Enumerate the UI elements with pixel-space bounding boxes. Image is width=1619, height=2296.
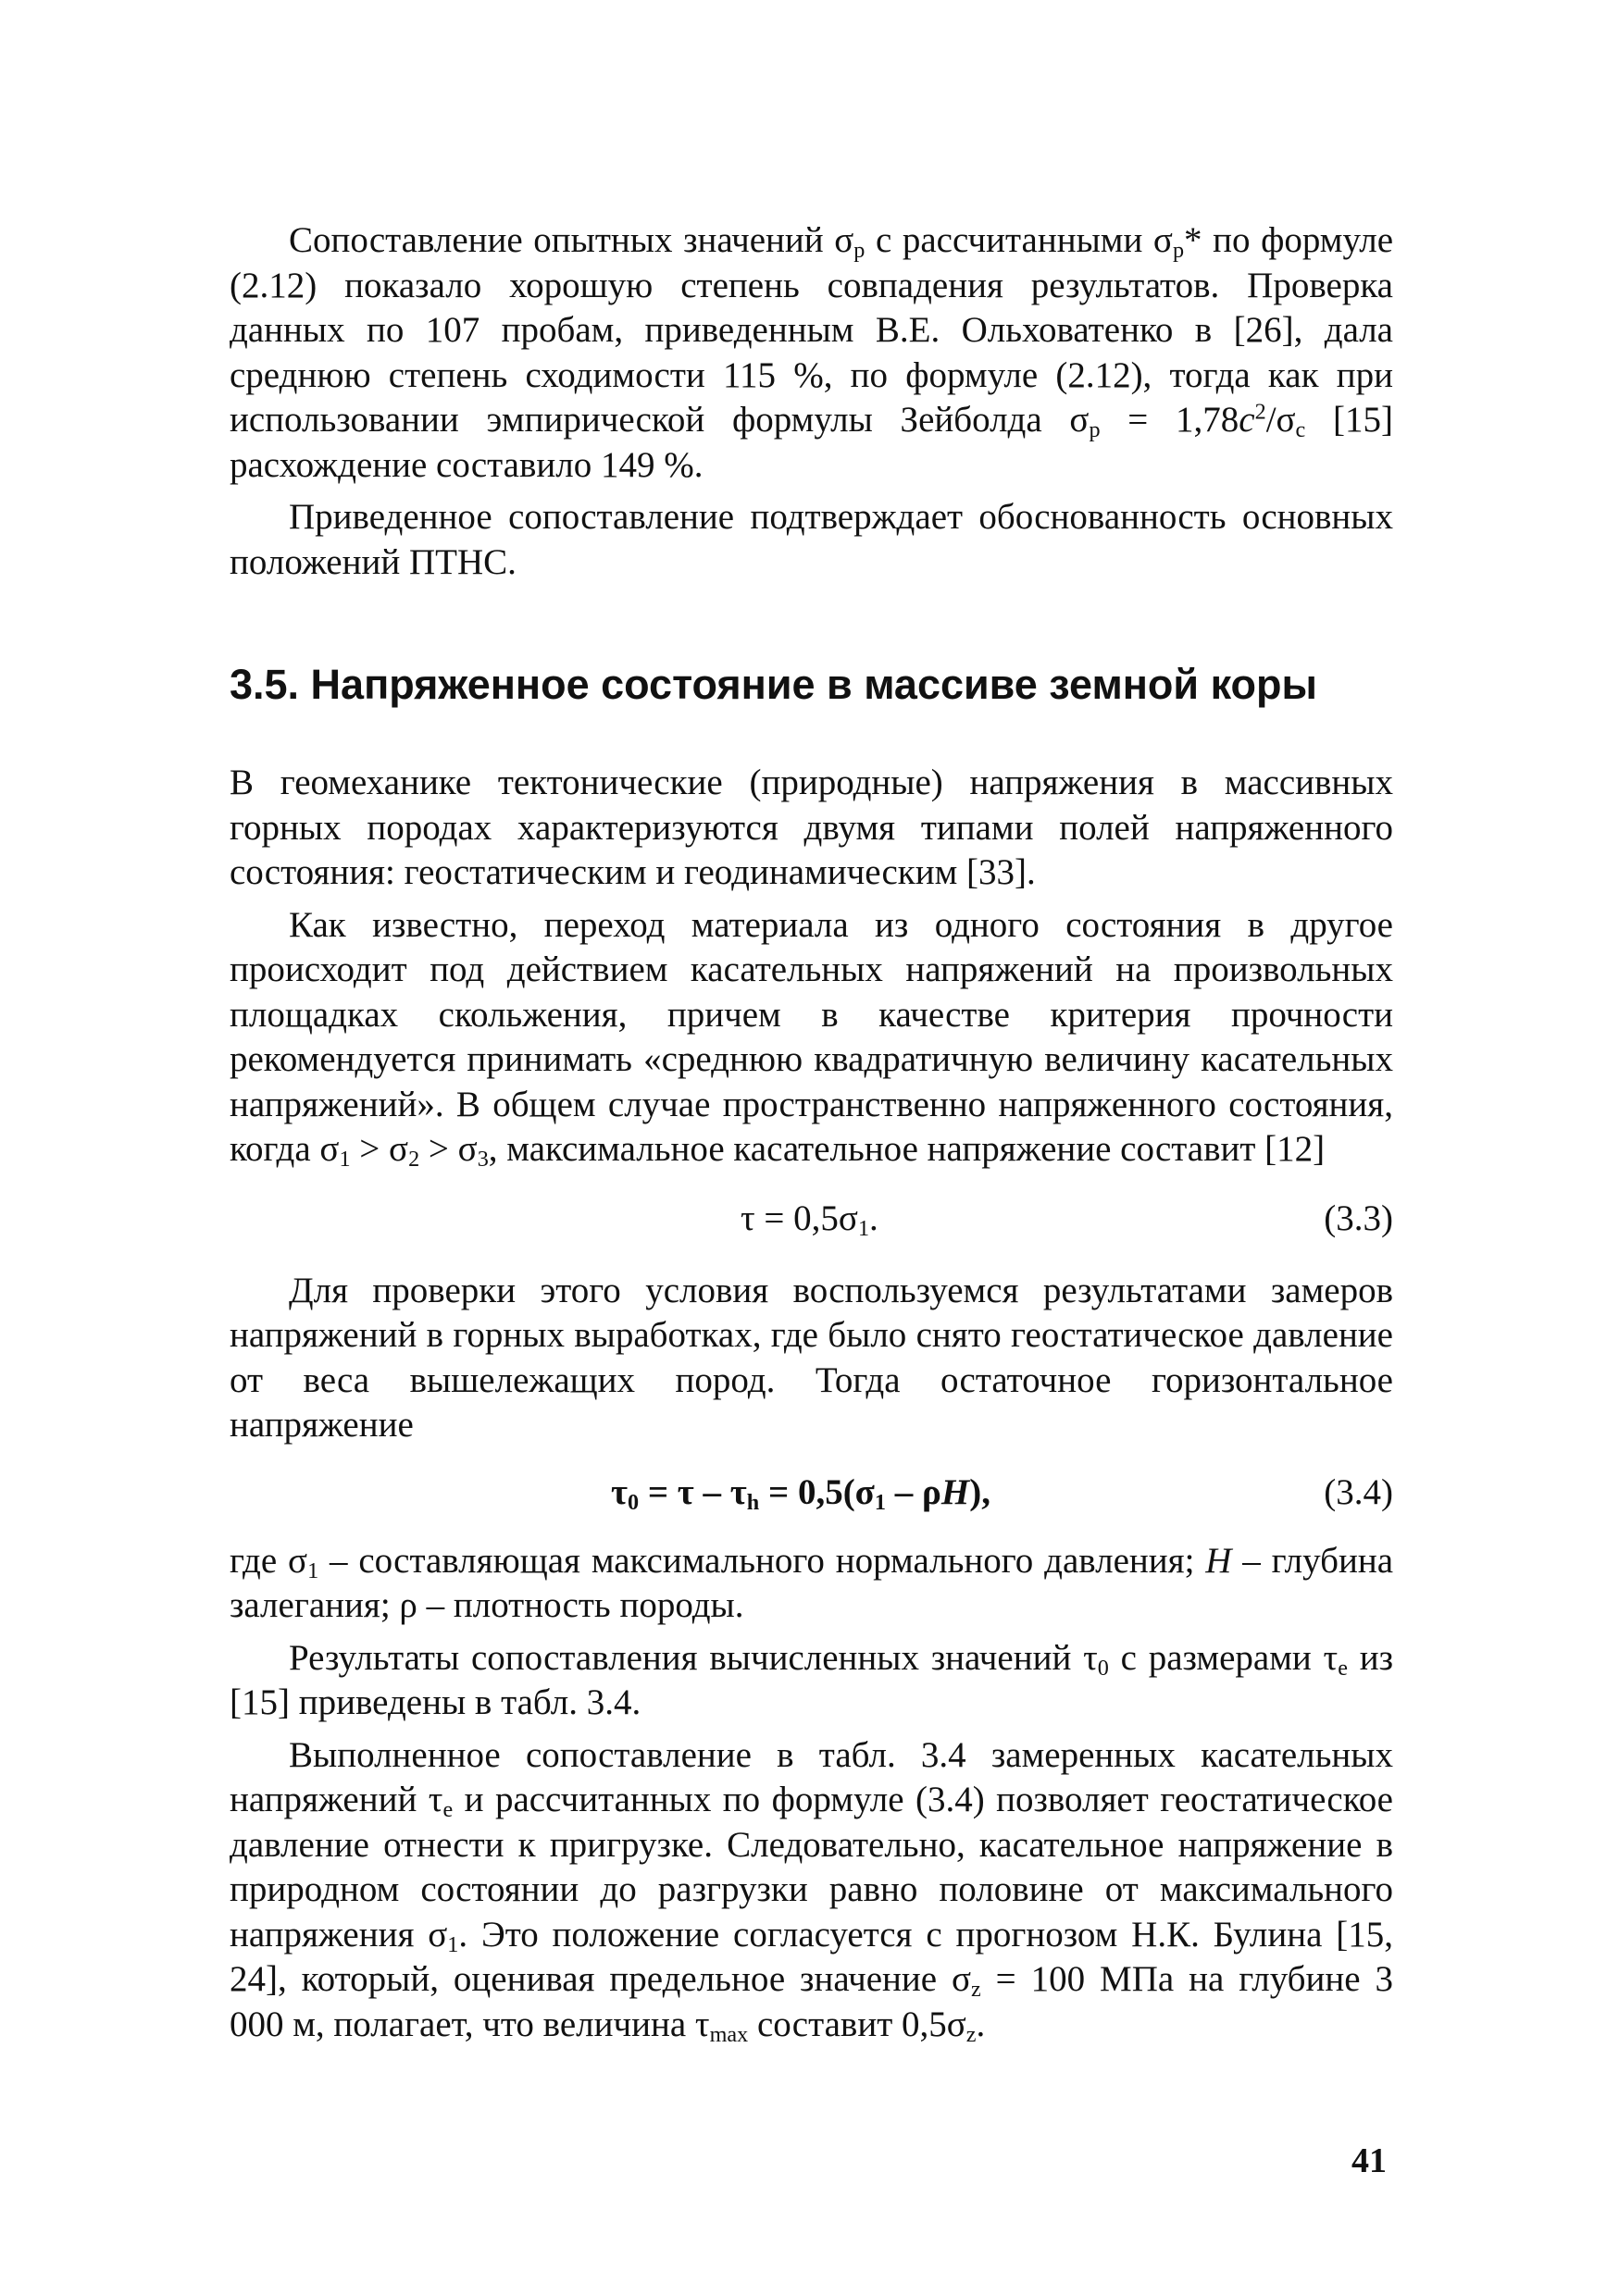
subscript: h [746, 1489, 760, 1515]
text-run: [15] расхождение составило 149 %. [230, 400, 1393, 485]
subscript: 1 [447, 1931, 459, 1957]
formula-number: (3.3) [1324, 1198, 1393, 1238]
subscript: р [853, 238, 866, 264]
text-run: Как известно, переход материала из одного состояния в другое происходит под действием касательных напряжений на произвольных площадках скольжения, причем в качестве критерия прочности рекомендуется принимать «среднюю квадратичную величину касательных напряжений». В общем случае пространственно напряженного состояния, когда σ [230, 904, 1393, 1169]
paragraph-conclusion: Приведенное сопоставление подтверждает обоснованность основных положений ПТНС. [230, 497, 1393, 582]
subscript: 0 [1097, 1655, 1109, 1681]
subscript: 1 [307, 1558, 319, 1583]
text-run: с рассчитанными σ [865, 220, 1173, 260]
text-run: > σ [419, 1129, 478, 1169]
section-heading: 3.5. Напряженное состояние в массиве земной коры [230, 661, 1317, 708]
text-run: – глубина залегания; ρ – плотность породы. [230, 1540, 1394, 1625]
paragraph-comparison [230, 218, 1393, 488]
subscript: e [1338, 1655, 1348, 1681]
text-run: Результаты сопоставления вычисленных значений τ [289, 1637, 1098, 1678]
text-run: и рассчитанных по формуле (3.4) позволяет геостатическое давление отнести к пригрузке. Следовательно, касательное напряжение в природном состоянии до разгрузки равно половине от максимального напряжения σ [230, 1780, 1393, 1955]
page-number: 41 [1351, 2141, 1387, 2180]
variable: с [1239, 400, 1255, 440]
text-run: τ [611, 1471, 628, 1512]
text-run: где σ [230, 1540, 308, 1581]
text-run: составит 0,5σ [748, 2004, 966, 2044]
variable: H [1205, 1540, 1232, 1581]
section-heading-block [230, 659, 1393, 711]
subscript: 1 [874, 1489, 886, 1515]
text-run: с размерами τ [1108, 1637, 1339, 1678]
superscript: 2 [1254, 399, 1266, 425]
paragraph-results [230, 1636, 1393, 1726]
paragraph-comparison-table [230, 1733, 1393, 2048]
formula-expression [741, 1195, 878, 1243]
text-run: Сопоставление опытных значений σ [289, 220, 854, 260]
text-run: τ = 0,5σ [741, 1198, 858, 1238]
paragraph-geomechanics: В геомеханике тектонические (природные) напряжения в массивных горных породах характеризуются двумя типами полей напряженного состояния: геостатическим и геодинамическим [33]. [230, 763, 1393, 892]
paragraph-shear-stress [230, 903, 1393, 1173]
formula-3-3 [230, 1195, 1393, 1243]
subscript: max [709, 2021, 749, 2047]
intro-block [230, 218, 1393, 585]
subscript: 1 [339, 1147, 351, 1173]
text-run: > σ [350, 1129, 409, 1169]
section-body [230, 761, 1393, 2047]
subscript: 1 [857, 1215, 870, 1241]
text-run: = τ – τ [639, 1471, 747, 1512]
subscript: с [1295, 417, 1306, 443]
text-run: . Это положение согласуется с прогнозом Н.К. Булина [15, 24], который, оценивая предельное значение σ [230, 1914, 1393, 1999]
text-run: = 1,78 [1100, 400, 1239, 440]
subscript: z [971, 1977, 981, 2003]
text-run: . [869, 1198, 878, 1238]
text-run: из [15] приведены в табл. 3.4. [230, 1637, 1393, 1722]
subscript: р [1089, 417, 1101, 443]
text-run: Выполненное сопоставление в табл. 3.4 замеренных касательных напряжений τ [230, 1734, 1393, 1819]
text-run: * по формуле (2.12) показало хорошую степень совпадения результатов. Проверка данных по 107 пробам, приведенным В.Е. Ольховатенко в [26], дала среднюю степень сходимости 115 %, по формуле (2.12), тогда как при использовании эмпирической формулы Зейболда σ [230, 220, 1394, 440]
variable: H [940, 1471, 970, 1512]
subscript: z [965, 2021, 977, 2047]
text-run: = 0,5(σ [759, 1471, 875, 1512]
paragraph-where [230, 1539, 1393, 1629]
text-run: , максимальное касательное напряжение составит [12] [488, 1129, 1326, 1169]
text-run: ), [969, 1471, 990, 1512]
subscript: 3 [477, 1147, 489, 1173]
subscript: 2 [408, 1147, 420, 1173]
subscript: р [1172, 238, 1185, 264]
subscript: e [442, 1797, 454, 1823]
formula-expression [611, 1469, 990, 1517]
text-run: /σ [1265, 400, 1296, 440]
text-run: . [976, 2004, 986, 2044]
subscript: 0 [627, 1489, 640, 1515]
text-run: = 100 МПа на глубине 3 000 м, полагает, что величина τ [230, 1959, 1394, 2044]
text-run: – составляющая максимального нормального давления; [318, 1540, 1206, 1581]
formula-number: (3.4) [1324, 1471, 1393, 1512]
formula-3-4 [230, 1469, 1393, 1517]
text-run: – ρ [886, 1471, 941, 1512]
paragraph-verification: Для проверки этого условия воспользуемся результатами замеров напряжений в горных выработках, где было снято геостатическое давление от веса вышележащих пород. Тогда остаточное горизонтальное напряжение [230, 1270, 1393, 1445]
